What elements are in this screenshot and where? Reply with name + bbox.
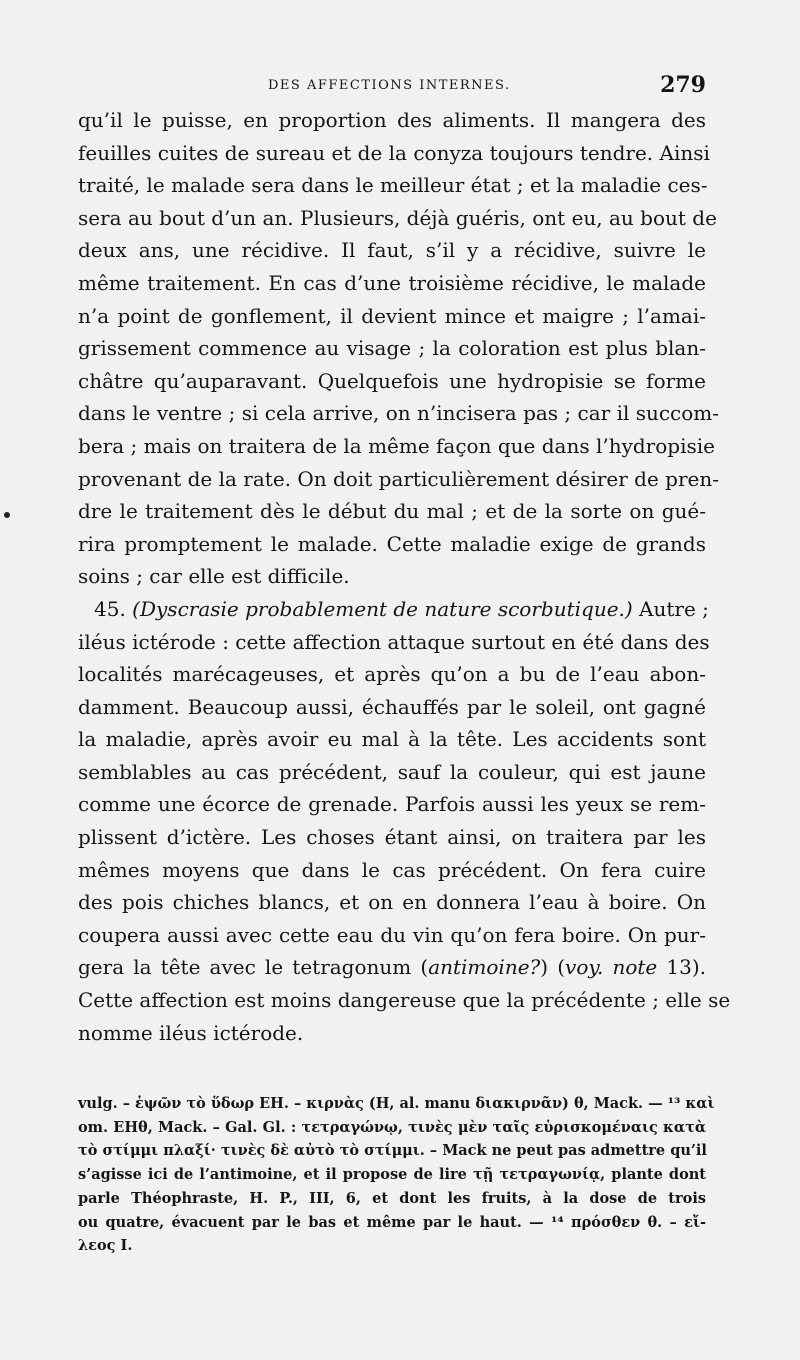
section-first-line-rest: Autre ;	[632, 596, 709, 621]
text-line: soins ; car elle est difficile.	[78, 564, 350, 589]
text-italic: antimoine?	[428, 955, 541, 980]
section-title: (Dyscrasie probablement de nature scorbutique.)	[132, 596, 633, 621]
text-line: bera ; mais on traitera de la même façon que dans l’hydropisie	[78, 433, 715, 458]
main-text	[78, 104, 731, 1049]
footnote-line: λεος I.	[78, 1237, 133, 1255]
footnote-line: ou quatre, évacuent par le bas et même par le haut. — ¹⁴ πρόσθεν θ. – εἴ-	[78, 1213, 706, 1231]
text-line: localités marécageuses, et après qu’on a bu de l’eau abon-	[78, 662, 706, 687]
text-line: feuilles cuites de sureau et de la conyza toujours tendre. Ainsi	[78, 140, 710, 165]
text-line: qu’il le puisse, en proportion des aliments. Il mangera des	[78, 108, 706, 132]
section-number: 45.	[94, 596, 126, 621]
running-head: DES AFFECTIONS INTERNES.	[268, 78, 511, 93]
text-line: mêmes moyens que dans le cas précédent. On fera cuire	[78, 857, 706, 882]
footnotes	[78, 1092, 715, 1258]
text-line: semblables au cas précédent, sauf la couleur, qui est jaune	[78, 759, 706, 784]
section-heading-line	[78, 593, 709, 626]
footnote-line: τὸ στίμμι πλαξί· τινὲς δὲ αὐτὸ τὸ στίμμι. – Mack ne peut pas admettre qu’il	[78, 1142, 707, 1160]
text-line: rira promptement le malade. Cette maladie exige de grands	[78, 531, 706, 556]
margin-mark	[4, 512, 10, 518]
page-number: 279	[660, 72, 706, 98]
footnote-line: om. EHθ, Mack. – Gal. Gl. : τετραγώνῳ, τινὲς μὲν ταῖς εὑρισκομέναις κατὰ	[78, 1118, 706, 1136]
footnote-line: s’agisse ici de l’antimoine, et il propose de lire τῇ τετραγωνίᾳ, plante dont	[78, 1166, 706, 1184]
text-line: n’a point de gonflement, il devient mince et maigre ; l’amai-	[78, 303, 706, 328]
text-line: nomme iléus ictérode.	[78, 1020, 304, 1045]
text-line: la maladie, après avoir eu mal à la tête. Les accidents sont	[78, 727, 706, 752]
text-segment: gera la tête avec le tetragonum (	[78, 955, 429, 980]
text-line: iléus ictérode : cette affection attaque surtout en été dans des	[78, 629, 710, 654]
text-line: comme une écorce de grenade. Parfois aussi les yeux se rem-	[78, 792, 706, 817]
text-line: dre le traitement dès le début du mal ; et de la sorte on gué-	[78, 499, 706, 524]
text-line: châtre qu’auparavant. Quelquefois une hydropisie se forme	[78, 368, 706, 393]
footnote-line: parle Théophraste, H. P., III, 6, et dont les fruits, à la dose de trois	[78, 1189, 706, 1207]
text-line: deux ans, une récidive. Il faut, s’il y a récidive, suivre le	[78, 238, 706, 263]
text-line: sera au bout d’un an. Plusieurs, déjà guéris, ont eu, au bout de	[78, 205, 717, 230]
text-line: coupera aussi avec cette eau du vin qu’on fera boire. On pur-	[78, 922, 706, 947]
text-italic: voy. note	[565, 955, 658, 980]
text-line: grissement commence au visage ; la coloration est plus blan-	[78, 336, 706, 361]
text-line: Cette affection est moins dangereuse que la précédente ; elle se	[78, 988, 731, 1013]
text-line: même traitement. En cas d’une troisième récidive, le malade	[78, 270, 706, 295]
footnote-line: vulg. – ἑψῶν τὸ ὕδωρ EH. – κιρνὰς (H, al. manu διακιρνᾶν) θ, Mack. — ¹³ καὶ	[78, 1095, 715, 1112]
text-line: damment. Beaucoup aussi, échauffés par le soleil, ont gagné	[78, 694, 706, 719]
text-segment: 13).	[657, 955, 707, 980]
text-line-tetragonum	[78, 951, 706, 984]
text-line: des pois chiches blancs, et on en donnera l’eau à boire. On	[78, 890, 706, 915]
text-line: plissent d’ictère. Les choses étant ainsi, on traitera par les	[78, 825, 706, 850]
text-segment: ) (	[540, 955, 566, 980]
text-line: dans le ventre ; si cela arrive, on n’incisera pas ; car il succom-	[78, 401, 720, 426]
text-line: traité, le malade sera dans le meilleur état ; et la maladie ces-	[78, 173, 708, 198]
text-line: provenant de la rate. On doit particulièrement désirer de pren-	[78, 466, 719, 491]
